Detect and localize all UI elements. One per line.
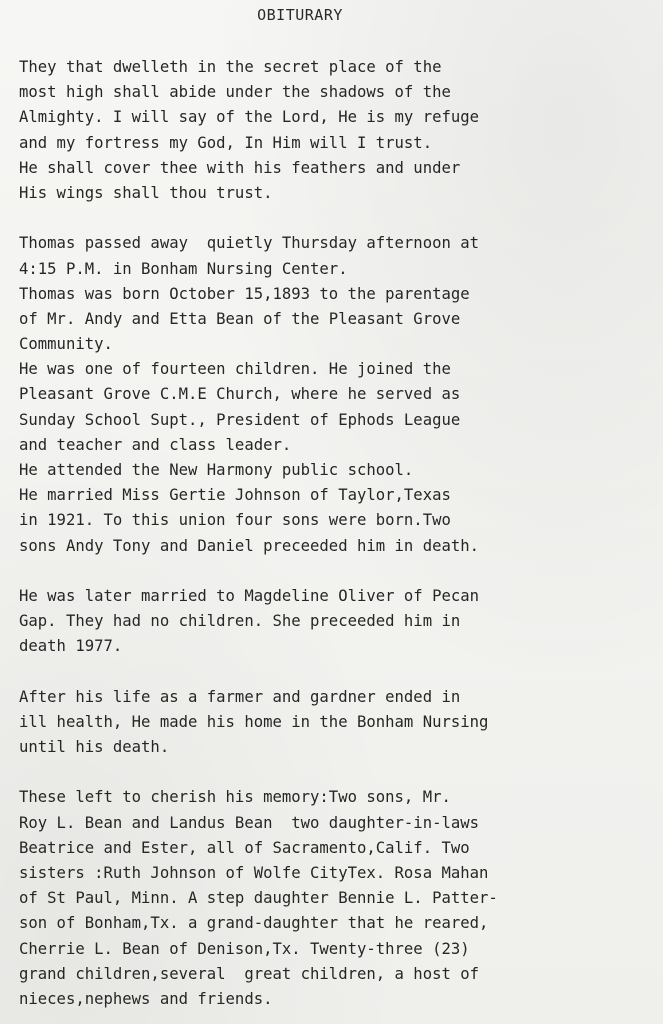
paragraph-gap [19,206,649,231]
text-line: sisters :Ruth Johnson of Wolfe CityTex. Rosa Mahan [19,864,489,882]
text-line: He was one of fourteen children. He joined the [19,360,451,379]
text-line: He married Miss Gertie Johnson of Taylor,Texas [19,486,451,505]
text-line: grand children,several great children, a host of [19,964,480,983]
paragraph-gap [19,660,649,685]
obituary-body [19,55,649,1012]
paragraph-life [19,231,649,558]
paragraph-scripture [19,55,649,206]
text-line: Pleasant Grove C.M.E Church, where he served as [19,385,461,404]
paragraph-later-life [19,685,649,761]
text-line: After his life as a farmer and gardner ended in [19,687,461,706]
text-line: Beatrice and Ester, all of Sacramento,Calif. Two [19,838,470,857]
text-line: Roy L. Bean and Landus Bean two daughter-in-laws [19,813,480,832]
text-line: His wings shall thou trust. [19,183,273,202]
text-line: He was later married to Magdeline Oliver of Pecan [19,586,480,605]
text-line: Sunday School Supt., President of Ephods League [19,410,461,429]
text-line: Community. [19,335,113,354]
text-line: Cherrie L. Bean of Denison,Tx. Twenty-three (23) [19,939,470,958]
text-line: death 1977. [19,637,123,656]
text-line: in 1921. To this union four sons were born.Two [19,511,451,530]
text-line: They that dwelleth in the secret place of the [19,58,442,76]
paragraph-gap [19,559,649,584]
paragraph-gap [19,760,649,785]
text-line: He shall cover thee with his feathers and under [19,158,461,177]
text-line: ill health, He made his home in the Bonham Nursing [19,712,489,731]
text-line: Thomas passed away quietly Thursday afternoon at [19,234,480,253]
text-line: Almighty. I will say of the Lord, He is my refuge [19,108,480,127]
paragraph-survivors [19,785,649,1012]
text-line: of St Paul, Minn. A step daughter Bennie L. Patter- [19,889,498,908]
document-title: OBITURARY [257,6,343,24]
text-line: until his death. [19,738,170,757]
text-line: nieces,nephews and friends. [19,989,273,1008]
text-line: most high shall abide under the shadows of the [19,83,451,102]
text-line: 4:15 P.M. in Bonham Nursing Center. [19,259,348,278]
text-line: These left to cherish his memory:Two sons, Mr. [19,788,451,807]
text-line: and my fortress my God, In Him will I trust. [19,133,433,152]
text-line: of Mr. Andy and Etta Bean of the Pleasant Grove [19,309,461,328]
text-line: sons Andy Tony and Daniel preceeded him in death. [19,536,480,555]
text-line: son of Bonham,Tx. a grand-daughter that he reared, [19,914,489,933]
text-line: Gap. They had no children. She preceeded him in [19,612,461,631]
text-line: He attended the New Harmony public school. [19,461,414,479]
paragraph-second-marriage [19,584,649,660]
text-line: Thomas was born October 15,1893 to the parentage [19,284,470,303]
text-line: and teacher and class leader. [19,435,292,454]
